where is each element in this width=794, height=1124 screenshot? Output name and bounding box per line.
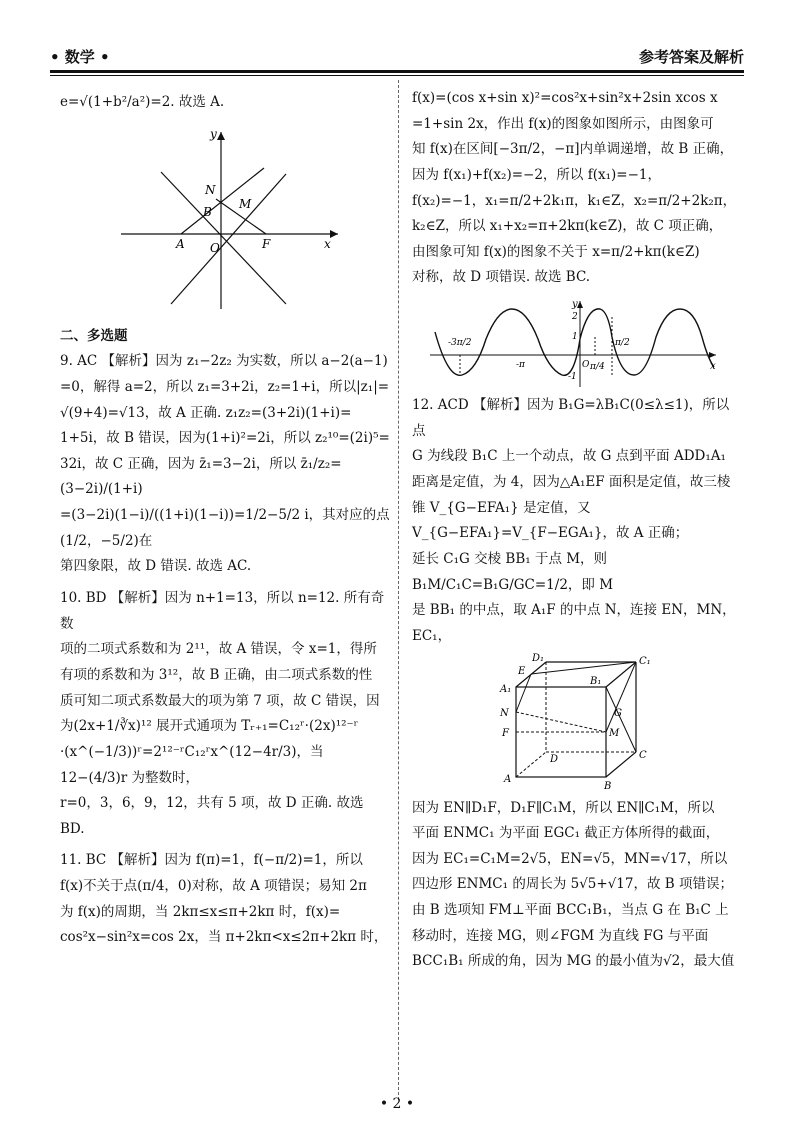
graph-tick-minus1: -1 — [568, 372, 577, 383]
q9-line: 1+5i，故 B 错误，因为(1+i)²=2i，所以 z₂¹⁰=(2i)⁵= — [60, 430, 390, 447]
q12-line: 12. ACD 【解析】因为 B₁G=λB₁C(0≤λ≤1)，所以点 — [412, 397, 730, 439]
cube-label-b1: B₁ — [590, 675, 602, 687]
graph-label-neg3pi2: -3π/2 — [448, 338, 472, 349]
fig1-label-m: M — [239, 196, 252, 211]
fig1-label-b: B — [203, 204, 212, 219]
column-divider — [398, 80, 399, 1100]
graph-label-x: x — [710, 361, 716, 373]
q12-cont-line: 平面 ENMC₁ 为平面 EGC₁ 截正方体所得的截面， — [412, 825, 720, 842]
answer-10 — [60, 586, 390, 842]
fig1-label-x: x — [324, 236, 331, 251]
q12-line: 距离是定值，为 4，因为△A₁EF 面积是定值，故三棱 — [412, 474, 731, 491]
section-title: 二、多选题 — [60, 327, 128, 344]
q10-line: 为(2x+1/∛x)¹² 展开式通项为 Tᵣ₊₁=C₁₂ʳ·(2x)¹²⁻ʳ — [60, 718, 359, 735]
q11-line: 11. BC 【解析】因为 f(π)=1，f(−π/2)=1，所以 — [60, 852, 363, 869]
graph-label-negpi: -π — [516, 360, 525, 371]
q12-cont-line: 因为 EC₁=C₁M=2√5，EN=√5，MN=√17，所以 — [412, 850, 728, 867]
cube-label-a1: A₁ — [500, 683, 512, 695]
q11-line: 为 f(x)的周期，当 2kπ≤x≤π+2kπ 时，f(x)= — [60, 903, 341, 920]
q9-line: =(3−2i)(1−i)/((1+i)(1−i))=1/2−5/2 i，其对应的点(1/2，−5/2)在 — [60, 507, 390, 549]
subject-label: • 数学 • — [50, 48, 110, 66]
answer-9 — [60, 349, 390, 580]
fig1-label-a: A — [176, 236, 185, 251]
function-graph — [430, 297, 720, 389]
fig1-label-f: F — [262, 236, 271, 251]
q12-cont-line: 由 B 选项知 FM⊥平面 BCC₁B₁，当点 G 在 B₁C 上 — [412, 902, 729, 919]
q11-cont-line: =1+sin 2x，作出 f(x)的图象如图所示，由图象可 — [412, 115, 714, 132]
answer-12 — [412, 393, 742, 649]
q9-line: =0，解得 a=2，所以 z₁=3+2i，z₂=1+i，所以|z₁|= — [60, 378, 390, 395]
cube-label-c1: C₁ — [639, 655, 651, 667]
page-header — [50, 40, 744, 70]
graph-label-pi2: π/2 — [615, 338, 630, 349]
cube-label-d: D — [550, 753, 559, 765]
q9-line: 第四象限，故 D 错误. 故选 AC. — [60, 558, 252, 575]
right-column — [412, 86, 742, 975]
cube-label-c: C — [639, 749, 647, 761]
q11-cont-line: 由图象可知 f(x)的图象不关于 x=π/2+kπ(k∈Z) — [412, 243, 700, 260]
q12-cont-line: 移动时，连接 MG，则∠FGM 为直线 FG 与平面 — [412, 927, 709, 944]
q11-line: cos²x−sin²x=cos 2x，当 π+2kπ<x≤2π+2kπ 时， — [60, 929, 388, 946]
fig1-label-o: O — [210, 240, 220, 255]
q11-cont-line: 因为 f(x₁)+f(x₂)=−2，所以 f(x₁)=−1， — [412, 166, 661, 183]
q11-cont-line: f(x₂)=−1，x₁=π/2+2k₁π，k₁∈Z，x₂=π/2+2k₂π， — [412, 192, 737, 209]
cube-label-b: B — [604, 780, 612, 792]
q12-line: 锥 V_{G−EFA₁} 是定值，又 V_{G−EFA₁}=V_{F−EGA₁}，故 A 正确； — [412, 499, 689, 542]
q11-cont-line: 对称，故 D 项错误. 故选 BC. — [412, 269, 591, 286]
graph-label-origin: O — [582, 360, 590, 371]
answer-11-continued — [412, 86, 742, 291]
page-number: • 2 • — [379, 1096, 415, 1112]
graph-label-pi4: π/4 — [590, 362, 605, 373]
answer-12-continued — [412, 796, 742, 975]
q10-line: 项的二项式系数和为 2¹¹，故 A 错误，令 x=1，得所 — [60, 641, 377, 658]
q12-line: 延长 C₁G 交棱 BB₁ 于点 M，则 B₁M/C₁C=B₁G/GC=1/2，即 M — [412, 550, 614, 593]
header-title: 参考答案及解析 — [638, 48, 744, 66]
q9-line: 9. AC 【解析】因为 z₁−2z₂ 为实数，所以 a−2(a−1) — [60, 353, 388, 370]
q12-cont-line: BCC₁B₁ 所成的角，因为 MG 的最小值为√2，最大值 — [412, 953, 735, 970]
cube-label-g: G — [614, 707, 622, 719]
q10-line: 10. BD 【解析】因为 n+1=13，所以 n=12. 所有奇数 — [60, 590, 385, 632]
cube-label-m: M — [609, 727, 620, 739]
answer-11 — [60, 848, 390, 951]
left-column — [60, 90, 390, 951]
q12-line: 是 BB₁ 的中点，取 A₁F 的中点 N，连接 EN，MN，EC₁， — [412, 602, 736, 644]
header-rule-thin — [50, 75, 744, 76]
hyperbola-figure — [116, 124, 346, 314]
cube-figure — [496, 652, 676, 792]
fig1-label-y: y — [210, 126, 217, 141]
q12-cont-line: 因为 EN∥D₁F，D₁F∥C₁M，所以 EN∥C₁M，所以 — [412, 799, 715, 816]
graph-tick-1: 1 — [572, 332, 578, 343]
cube-label-d1: D₁ — [532, 652, 545, 664]
q10-line: 有项的系数和为 3¹²，故 B 正确，由二项式系数的性 — [60, 666, 373, 683]
cube-label-f: F — [502, 727, 509, 739]
q11-cont-line: f(x)=(cos x+sin x)²=cos²x+sin²x+2sin xcos x — [412, 90, 718, 106]
cube-label-n: N — [500, 707, 509, 719]
q11-line: f(x)不关于点(π/4，0)对称，故 A 项错误；易知 2π — [60, 878, 367, 895]
q11-cont-line: 知 f(x)在区间[−3π/2，−π]内单调递增，故 B 正确， — [412, 141, 734, 158]
cube-label-e: E — [518, 665, 526, 677]
q12-line: G 为线段 B₁C 上一个动点，故 G 点到平面 ADD₁A₁ — [412, 448, 726, 465]
q10-line: ·(x^(−1/3))ʳ=2¹²⁻ʳC₁₂ʳx^(12−4r/3)，当 12−(4/3)r 为整数时， — [60, 743, 324, 786]
q11-cont-line: k₂∈Z，所以 x₁+x₂=π+2kπ(k∈Z)，故 C 项正确， — [412, 218, 723, 235]
q10-line: r=0，3，6，9，12，共有 5 项，故 D 正确. 故选 BD. — [60, 795, 364, 837]
cube-label-a: A — [504, 773, 512, 785]
graph-label-y: y — [572, 299, 578, 311]
q9-line: 32i，故 C 正确，因为 z̄₁=3−2i，所以 z̄₁/z₂=(3−2i)/(1+i) — [60, 455, 342, 498]
fig1-label-n: N — [205, 182, 216, 197]
q9-line: √(9+4)=√13，故 A 正确. z₁z₂=(3+2i)(1+i)= — [60, 404, 352, 421]
header-rule-thick — [50, 70, 744, 73]
formula-eccentricity: e=√(1+b²/a²)=2. 故选 A. — [60, 94, 225, 110]
q10-line: 质可知二项式系数最大的项为第 7 项，故 C 错误，因 — [60, 692, 380, 709]
graph-tick-2: 2 — [572, 312, 578, 323]
q12-cont-line: 四边形 ENMC₁ 的周长为 5√5+√17，故 B 项错误； — [412, 876, 733, 893]
